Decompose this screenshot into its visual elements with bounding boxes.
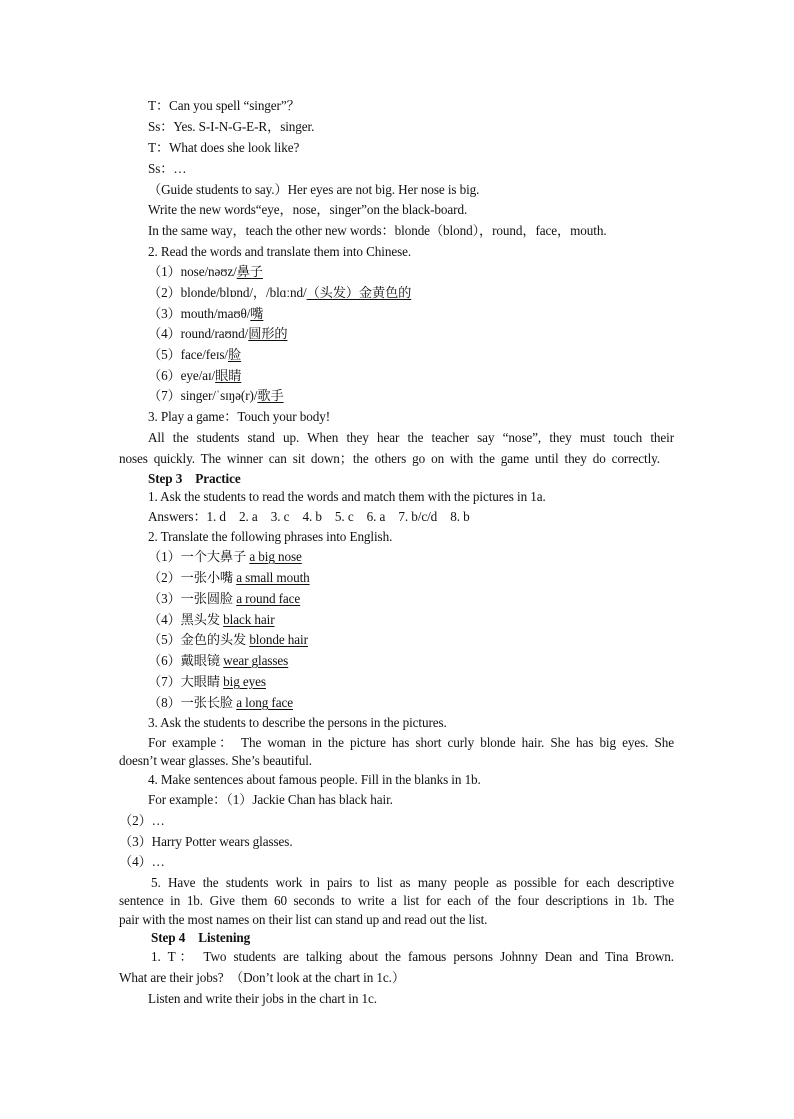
vocab-answer: 眼睛 xyxy=(215,368,242,383)
vocab-answer: 歌手 xyxy=(257,388,284,403)
vocab-item: （6）eye/aɪ/眼睛 xyxy=(148,368,242,383)
paragraph-line: noses quickly. The winner can sit down；the others go on with the game until they do correctly. xyxy=(119,451,660,466)
phrase-item: （6）戴眼镜 wear glasses xyxy=(148,653,289,668)
paragraph-line: pair with the most names on their list can stand up and read out the list. xyxy=(119,912,488,927)
vocab-answer: 脸 xyxy=(228,347,242,362)
vocab-answer: 圆形的 xyxy=(248,326,288,341)
phrase-item: （8）一张长脸 a long face xyxy=(148,695,293,710)
example-line: （3）Harry Potter wears glasses. xyxy=(119,834,293,849)
paragraph-line: What are their jobs? （Don’t look at the chart in 1c.） xyxy=(119,970,405,985)
example-line: For example：（1）Jackie Chan has black hair. xyxy=(148,792,393,807)
vocab-item: （7）singer/ˈsɪŋə(r)/歌手 xyxy=(148,388,284,403)
paragraph-line: Listen and write their jobs in the chart in 1c. xyxy=(148,991,377,1006)
paragraph-line: All the students stand up. When they hear the teacher say “nose”, they must touch their xyxy=(148,430,674,445)
phrase-answer: wear glasses xyxy=(223,653,289,668)
task-heading: 2. Translate the following phrases into English. xyxy=(148,529,393,544)
vocab-answer: 嘴 xyxy=(250,306,264,321)
dialogue-line: T：What does she look like? xyxy=(148,140,300,155)
phrase-item: （1）一个大鼻子 a big nose xyxy=(148,549,302,564)
phrase-item: （3）一张圆脸 a round face xyxy=(148,591,301,606)
vocab-answer: （头发）金黄色的 xyxy=(306,285,412,300)
phrase-answer: blonde hair xyxy=(249,632,308,647)
paragraph-line: For example： The woman in the picture has short curly blonde hair. She has big eyes. She xyxy=(148,735,674,750)
phrase-answer: a small mouth xyxy=(236,570,310,585)
vocab-item: （1）nose/nəʊz/鼻子 xyxy=(148,264,263,279)
vocab-item: （2）blonde/blɒnd/，/blɑːnd/（头发）金黄色的 xyxy=(148,285,412,300)
task-heading: 3. Play a game：Touch your body! xyxy=(148,409,331,424)
task-heading: 4. Make sentences about famous people. Fill in the blanks in 1b. xyxy=(148,772,481,787)
step-heading: Step 3 Practice xyxy=(148,471,241,486)
phrase-item: （4）黑头发 black hair xyxy=(148,612,275,627)
vocab-item: （4）round/raʊnd/圆形的 xyxy=(148,326,288,341)
vocab-item: （5）face/feɪs/脸 xyxy=(148,347,242,362)
task-heading: 1. Ask the students to read the words and match them with the pictures in 1a. xyxy=(148,489,546,504)
paragraph-line: sentence in 1b. Give them 60 seconds to write a list for each of the four descriptions in 1b. The xyxy=(119,893,674,908)
example-line: （4）… xyxy=(119,854,165,869)
vocab-item: （3）mouth/maʊθ/嘴 xyxy=(148,306,264,321)
phrase-answer: a big nose xyxy=(249,549,302,564)
instruction-line: In the same way，teach the other new words：blonde（blond），round，face，mouth. xyxy=(148,223,607,238)
task-heading: 3. Ask the students to describe the persons in the pictures. xyxy=(148,715,447,730)
dialogue-line: Ss：… xyxy=(148,161,187,176)
phrase-answer: big eyes xyxy=(223,674,266,689)
phrase-item: （7）大眼睛 big eyes xyxy=(148,674,266,689)
step-heading: Step 4 Listening xyxy=(151,930,251,945)
paragraph-line: doesn’t wear glasses. She’s beautiful. xyxy=(119,753,312,768)
example-line: （2）… xyxy=(119,813,165,828)
answers-line: Answers：1. d 2. a 3. c 4. b 5. c 6. a 7. b/c/d 8. b xyxy=(148,509,470,524)
dialogue-line: T：Can you spell “singer”？ xyxy=(148,98,300,113)
phrase-answer: a long face xyxy=(236,695,293,710)
instruction-line: （Guide students to say.）Her eyes are not big. Her nose is big. xyxy=(148,182,480,197)
phrase-answer: black hair xyxy=(223,612,275,627)
paragraph-line: 5. Have the students work in pairs to list as many people as possible for each descriptive xyxy=(151,875,674,890)
phrase-item: （5）金色的头发 blonde hair xyxy=(148,632,308,647)
instruction-line: Write the new words“eye，nose，singer”on the black-board. xyxy=(148,202,468,217)
dialogue-line: Ss：Yes. S-I-N-G-E-R，singer. xyxy=(148,119,315,134)
paragraph-line: 1. T： Two students are talking about the famous persons Johnny Dean and Tina Brown. xyxy=(151,949,674,964)
phrase-item: （2）一张小嘴 a small mouth xyxy=(148,570,310,585)
vocab-answer: 鼻子 xyxy=(236,264,263,279)
phrase-answer: a round face xyxy=(236,591,301,606)
task-heading: 2. Read the words and translate them into Chinese. xyxy=(148,244,412,259)
